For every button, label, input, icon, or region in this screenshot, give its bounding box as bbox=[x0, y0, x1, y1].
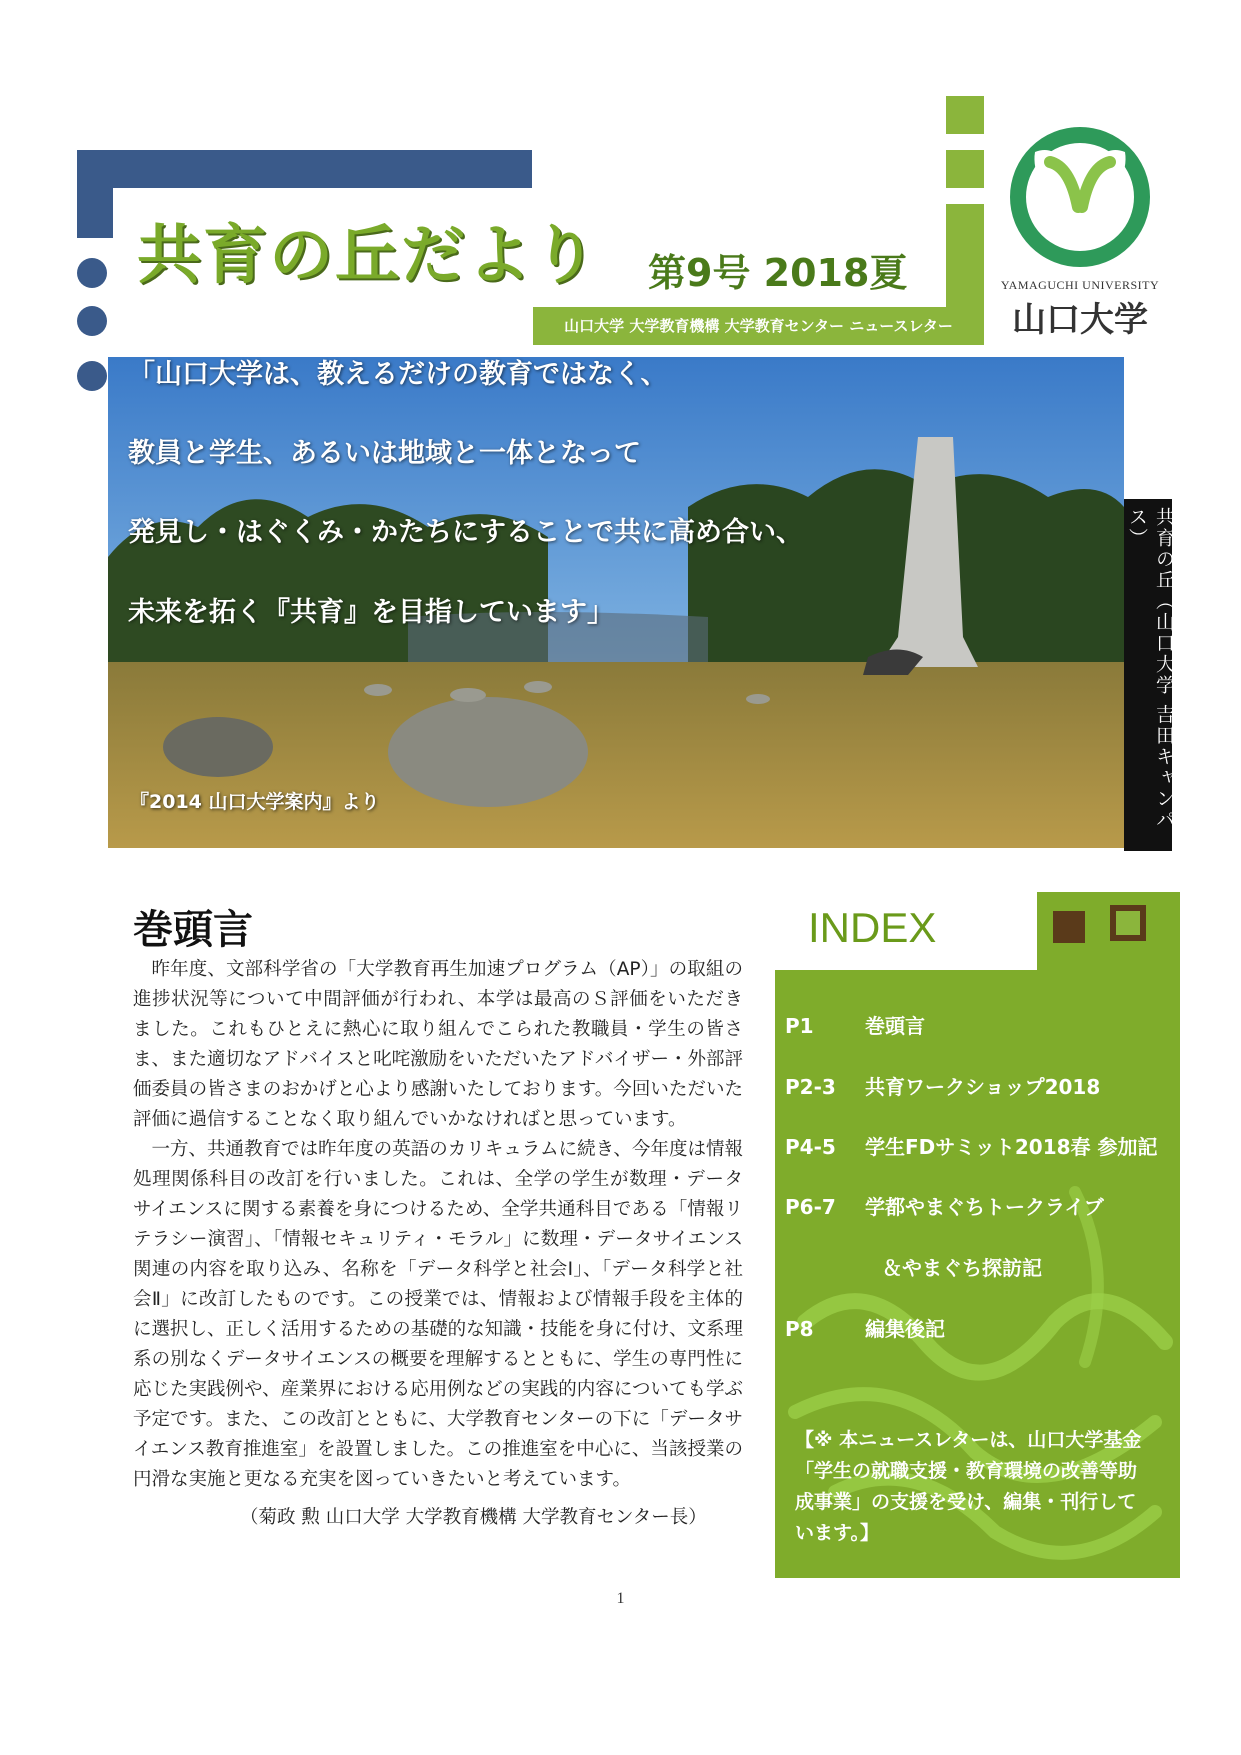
index-title: INDEX bbox=[808, 904, 937, 951]
foreword-paragraph: 一方、共通教育では昨年度の英語のカリキュラムに続き、今年度は情報処理関係科目の改訂を行いました。これは、全学の学生が数理・データサイエンスに関する素養を身につけるため、全学共通科目である「情報リテラシー演習」、「情報セキュリティ・モラル」に数理・データサイエンス関連の内容を取り込み、名称を「データ科学と社会Ⅰ」、「データ科学と社会Ⅱ」に改訂したものです。この授業では、情報および情報手段を主体的に選択し、正しく活用するための基礎的な知識・技能を身に付け、文系理系の別なくデータサイエンスの概要を理解するとともに、学生の専門性に応じた実践例や、産業界における応用例などの実践的内容についても学ぶ予定です。また、この改訂とともに、大学教育センターの下に「データサイエンス教育推進室」を設置しました。この推進室を中心に、当該授業の円滑な実施と更なる充実を図っていきたいと考えています。 bbox=[133, 1139, 743, 1490]
brown-square-icon bbox=[1053, 911, 1085, 943]
quote-line: 発見し・はぐくみ・かたちにすることで共に高め合い、 bbox=[128, 517, 803, 548]
green-square bbox=[946, 150, 984, 188]
index-item bbox=[785, 1313, 945, 1342]
newsletter-title: 共育の丘だより bbox=[137, 219, 599, 293]
blue-dot bbox=[77, 361, 107, 391]
green-square bbox=[946, 204, 984, 242]
page-number: 1 bbox=[616, 1590, 625, 1607]
green-square bbox=[946, 96, 984, 134]
foreword-body bbox=[133, 955, 743, 1495]
blue-dot bbox=[77, 258, 107, 288]
quote-line: 教員と学生、あるいは地域と一体となって bbox=[128, 438, 641, 469]
vertical-caption bbox=[1124, 499, 1175, 851]
blue-dot bbox=[77, 306, 107, 336]
outlined-square-icon bbox=[1110, 905, 1146, 941]
vertical-caption-text: 共育の丘（山口大学 吉田キャンパス） bbox=[1126, 507, 1175, 831]
index-label: 共育ワークショップ2018 bbox=[865, 1075, 1101, 1099]
foreword-signature: （菊政 勲 山口大学 大学教育機構 大学教育センター長） bbox=[240, 1507, 707, 1528]
index-label: 編集後記 bbox=[865, 1317, 945, 1341]
index-label: ＆やまぐち探訪記 bbox=[882, 1256, 1042, 1280]
logo-english-name: YAMAGUCHI UNIVERSITY bbox=[1000, 278, 1160, 292]
foreword-paragraph: 昨年度、文部科学省の「大学教育再生加速プログラム（AP）」の取組の進捗状況等について中間評価が行われ、本学は最高のＳ評価をいただきました。これもひとえに熱心に取り組んでこられた教職員・学生の皆さま、また適切なアドバイスと叱咤激励をいただいたアドバイザー・外部評価委員の皆さまのおかげと心より感謝いたしております。今回いただいた評価に過信することなく取り組んでいかなければと思っています。 bbox=[133, 959, 743, 1130]
index-label: 巻頭言 bbox=[865, 1014, 925, 1038]
index-page: P4-5 bbox=[785, 1135, 836, 1159]
foreword-heading: 巻頭言 bbox=[133, 907, 253, 953]
quote-line: 未来を拓く『共育』を目指しています」 bbox=[128, 597, 614, 628]
index-item bbox=[785, 1071, 1100, 1100]
funding-note: 【※ 本ニュースレターは、山口大学基金「学生の就職支援・教育環境の改善等助成事業」の支援を受け、編集・刊行しています。】 bbox=[795, 1429, 1142, 1544]
index-item bbox=[785, 1191, 1104, 1220]
index-item bbox=[785, 1010, 925, 1039]
photo-credit: 『2014 山口大学案内』より bbox=[130, 791, 380, 813]
header-blue-bar-left bbox=[77, 150, 113, 238]
index-label: 学生FDサミット2018春 参加記 bbox=[865, 1135, 1158, 1159]
index-item bbox=[785, 1131, 1158, 1160]
index-page: P1 bbox=[785, 1014, 814, 1038]
index-page: P2-3 bbox=[785, 1075, 836, 1099]
quote-line: 「山口大学は、教えるだけの教育ではなく、 bbox=[128, 359, 668, 390]
campus-photo bbox=[108, 357, 1124, 848]
newsletter-subtitle: 山口大学 大学教育機構 大学教育センター ニュースレター bbox=[564, 317, 953, 335]
logo-japanese-name: 山口大学 bbox=[1012, 300, 1148, 340]
index-page: P6-7 bbox=[785, 1195, 836, 1219]
index-item bbox=[785, 1252, 1042, 1281]
header-blue-bar bbox=[77, 150, 532, 188]
issue-label: 第9号 2018夏 bbox=[648, 251, 908, 295]
index-label: 学都やまぐちトークライブ bbox=[865, 1195, 1104, 1219]
index-page: P8 bbox=[785, 1317, 814, 1341]
